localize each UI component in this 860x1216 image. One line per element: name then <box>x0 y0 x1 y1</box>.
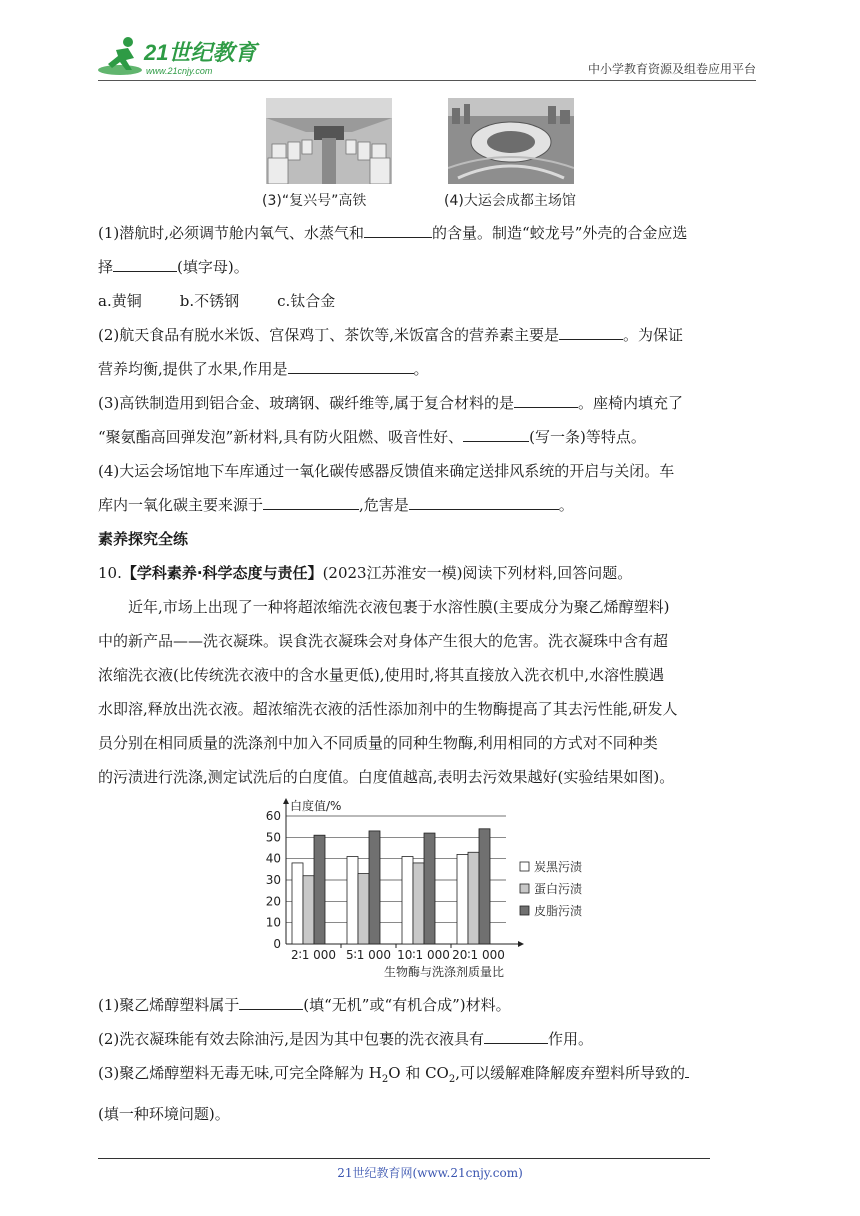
bar <box>413 863 424 944</box>
q9-part3-cont: “聚氨酯高回弹发泡”新材料,具有防火阻燃、吸音性好、 (写一条)等特点。 <box>98 420 758 454</box>
legend-label: 炭黑污渍 <box>534 860 583 874</box>
legend-label: 蛋白污渍 <box>534 882 583 896</box>
answer-blank <box>364 219 432 238</box>
bar <box>402 857 413 944</box>
q10-passage-line: 的污渍进行洗涤,测定试洗后的白度值。白度值越高,表明去污效果越好(实验结果如图)。 <box>98 768 675 786</box>
logo-text: 21世纪教育 <box>144 40 257 65</box>
logo-url: www.21cnjy.com <box>146 66 213 76</box>
q10-passage-line: 近年,市场上出现了一种将超浓缩洗衣液包裹于水溶性膜(主要成分为聚乙烯醇塑料) <box>128 598 670 616</box>
logo <box>98 34 260 80</box>
y-tick-label: 10 <box>265 915 281 930</box>
answer-blank <box>463 423 529 442</box>
q9-part4: (4)大运会场馆地下车库通过一氧化碳传感器反馈值来确定送排风系统的开启与关闭。车 <box>98 462 675 480</box>
legend-swatch <box>520 884 529 893</box>
question-9-parts <box>98 216 758 794</box>
bar <box>424 833 435 944</box>
x-tick-label: 10∶1 000 <box>397 948 450 962</box>
y-tick-label: 0 <box>273 937 281 951</box>
chart-svg <box>252 784 612 984</box>
q10-heading: 10.【学科素养·科学态度与责任】(2023江苏淮安一模)阅读下列材料,回答问题。 <box>98 564 633 582</box>
q9-part1: (1)潜航时,必须调节舱内氧气、水蒸气和 的含量。制造“蛟龙号”外壳的合金应选 <box>98 216 758 250</box>
photo-caption-stadium: (4)大运会成都主场馆 <box>444 193 576 209</box>
y-tick-label: 30 <box>265 873 281 887</box>
q10-part2: (2)洗衣凝珠能有效去除油污,是因为其中包裹的洗衣液具有 作用。 <box>98 1022 758 1056</box>
q10-tag: 【学科素养·科学态度与责任】 <box>121 564 323 582</box>
answer-blank <box>113 253 177 272</box>
footer-divider <box>98 1158 710 1159</box>
option-a: a.黄铜 <box>98 292 142 310</box>
section-title: 素养探究全练 <box>98 530 189 548</box>
x-tick-label: 5∶1 000 <box>345 948 392 962</box>
answer-blank <box>685 1059 689 1078</box>
option-b: b.不锈钢 <box>179 292 240 310</box>
option-c: c.钛合金 <box>277 292 336 310</box>
q10-part3-cont: (填一种环境问题)。 <box>98 1105 230 1123</box>
bar <box>468 852 479 944</box>
q10-passage-line: 水即溶,释放出洗衣液。超浓缩洗衣液的活性添加剂中的生物酶提高了其去污性能,研发人 <box>98 700 678 718</box>
q9-part1-cont: 择 (填字母)。 <box>98 250 758 284</box>
x-axis-label: 生物酶与洗涤剂质量比 <box>383 965 504 979</box>
q10-passage-line: 浓缩洗衣液(比传统洗衣液中的含水量更低),使用时,将其直接放入洗衣机中,水溶性膜遇 <box>98 666 665 684</box>
answer-blank <box>559 321 623 340</box>
q10-part3: (3)聚乙烯醇塑料无毒无味,可完全降解为 $H_2O$ 和 $CO_2$,可以缓解难降解废弃塑料所导致的 <box>98 1056 758 1097</box>
platform-name: 中小学教育资源及组卷应用平台 <box>587 62 756 76</box>
q9-part2: (2)航天食品有脱水米饭、宫保鸡丁、茶饮等,米饭富含的营养素主要是 。为保证 <box>98 318 758 352</box>
x-axis-arrow <box>518 941 524 947</box>
photo-caption-train: (3)“复兴号”高铁 <box>262 193 367 209</box>
q9-options <box>98 284 758 318</box>
q9-part3: (3)高铁制造用到铝合金、玻璃钢、碳纤维等,属于复合材料的是 。座椅内填充了 <box>98 386 758 420</box>
bar <box>303 876 314 944</box>
y-tick-label: 20 <box>265 894 281 909</box>
bar <box>314 835 325 944</box>
train-interior-photo <box>266 98 392 184</box>
stadium-photo <box>448 98 574 184</box>
answer-blank <box>484 1025 548 1044</box>
bar <box>457 854 468 944</box>
y-tick-label: 60 <box>265 809 281 823</box>
bar <box>369 831 380 944</box>
answer-blank <box>239 991 303 1010</box>
y-axis-label: 白度值/% <box>290 799 342 813</box>
x-tick-label: 2∶1 000 <box>290 948 337 962</box>
bar <box>347 857 358 944</box>
legend-swatch <box>520 906 529 915</box>
q10-passage-line: 中的新产品——洗衣凝珠。误食洗衣凝珠会对身体产生很大的危害。洗衣凝珠中含有超 <box>98 632 669 650</box>
q9-part4-cont: 库内一氧化碳主要来源于 ,危害是 。 <box>98 488 758 522</box>
answer-blank <box>409 491 559 510</box>
x-tick-label: 20∶1 000 <box>452 948 505 962</box>
y-tick-label: 40 <box>265 851 281 866</box>
answer-blank <box>263 491 359 510</box>
bar <box>479 829 490 944</box>
q10-passage-line: 员分别在相同质量的洗涤剂中加入不同质量的同种生物酶,利用相同的方式对不同种类 <box>98 734 658 752</box>
legend-label: 皮脂污渍 <box>534 904 583 918</box>
answer-blank <box>288 355 414 374</box>
bar <box>358 874 369 944</box>
legend-swatch <box>520 862 529 871</box>
question-10-parts <box>98 988 758 1131</box>
y-axis-arrow <box>283 798 289 804</box>
bar <box>292 863 303 944</box>
answer-blank <box>514 389 578 408</box>
y-tick-label: 50 <box>265 830 281 845</box>
q10-part1: (1)聚乙烯醇塑料属于 (填“无机”或“有机合成”)材料。 <box>98 988 758 1022</box>
footer-text: 21世纪教育网(www.21cnjy.com) <box>337 1166 523 1180</box>
header-divider <box>98 80 756 81</box>
whiteness-bar-chart <box>252 784 612 984</box>
q9-part2-cont: 营养均衡,提供了水果,作用是 。 <box>98 352 758 386</box>
